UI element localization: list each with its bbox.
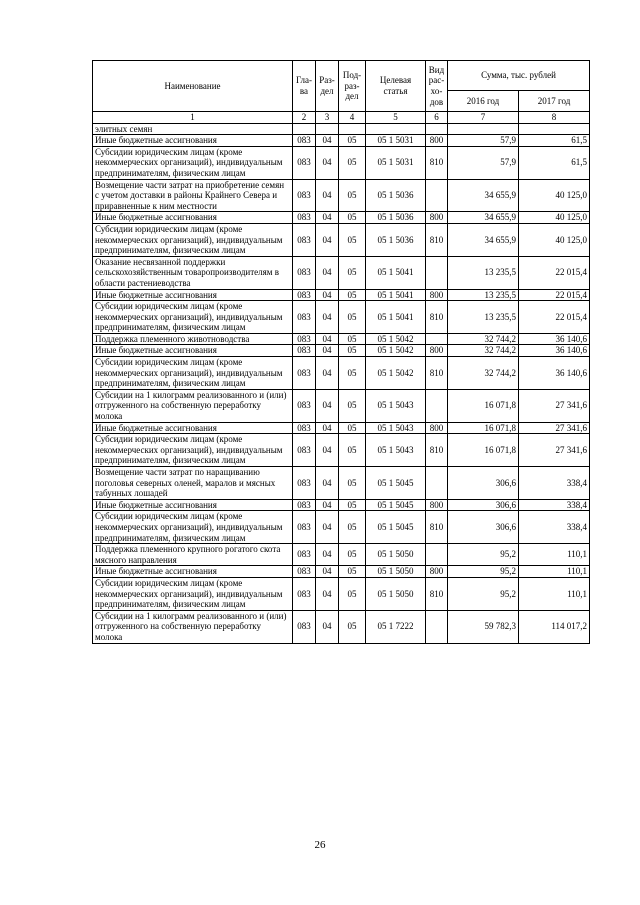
table-row [93, 434, 590, 467]
row-name: Поддержка племенного крупного рогатого скота мясного направления [93, 544, 293, 566]
row-vid [426, 544, 448, 566]
row-razdel: 04 [316, 179, 339, 212]
row-sum-2016 [448, 123, 519, 135]
row-sum-2017: 40 125,0 [519, 223, 590, 256]
row-sum-2016: 57,9 [448, 146, 519, 179]
row-name: Субсидии на 1 килограмм реализованного и (или) отгруженного на собственную переработку молока [93, 389, 293, 422]
row-sum-2016: 16 071,8 [448, 422, 519, 434]
row-razdel: 04 [316, 212, 339, 224]
row-glava: 083 [293, 345, 316, 357]
row-glava: 083 [293, 301, 316, 334]
row-target: 05 1 5036 [366, 223, 426, 256]
row-podrazdel: 05 [339, 223, 366, 256]
table-row [93, 301, 590, 334]
row-vid: 800 [426, 566, 448, 578]
table-row [93, 345, 590, 357]
row-glava [293, 123, 316, 135]
table-row [93, 544, 590, 566]
row-podrazdel: 05 [339, 333, 366, 345]
row-podrazdel: 05 [339, 577, 366, 610]
row-podrazdel: 05 [339, 135, 366, 147]
row-podrazdel: 05 [339, 610, 366, 643]
row-vid [426, 389, 448, 422]
row-glava: 083 [293, 357, 316, 390]
row-sum-2016: 95,2 [448, 577, 519, 610]
row-glava: 083 [293, 566, 316, 578]
row-target: 05 1 7222 [366, 610, 426, 643]
row-target [366, 123, 426, 135]
row-razdel: 04 [316, 467, 339, 500]
row-name: Поддержка племенного животноводства [93, 333, 293, 345]
row-target: 05 1 5045 [366, 511, 426, 544]
row-vid: 810 [426, 301, 448, 334]
row-sum-2016: 13 235,5 [448, 256, 519, 289]
row-glava: 083 [293, 511, 316, 544]
col-number: 5 [366, 112, 426, 124]
row-glava: 083 [293, 179, 316, 212]
row-vid: 810 [426, 511, 448, 544]
row-razdel: 04 [316, 434, 339, 467]
row-sum-2017: 22 015,4 [519, 256, 590, 289]
row-vid [426, 610, 448, 643]
row-target: 05 1 5031 [366, 146, 426, 179]
table-row [93, 256, 590, 289]
row-razdel: 04 [316, 511, 339, 544]
table-row [93, 577, 590, 610]
row-name: Субсидии юридическим лицам (кроме некоммерческих организаций), индивидуальным предпринимателям, физическим лицам [93, 434, 293, 467]
row-name: Субсидии юридическим лицам (кроме некоммерческих организаций), индивидуальным предпринимателям, физическим лицам [93, 511, 293, 544]
row-sum-2017: 40 125,0 [519, 179, 590, 212]
row-podrazdel: 05 [339, 212, 366, 224]
row-name: Субсидии на 1 килограмм реализованного и (или) отгруженного на собственную переработку молока [93, 610, 293, 643]
row-target: 05 1 5031 [366, 135, 426, 147]
row-target: 05 1 5043 [366, 434, 426, 467]
table-row [93, 566, 590, 578]
row-vid [426, 256, 448, 289]
col-number: 7 [448, 112, 519, 124]
row-sum-2017: 114 017,2 [519, 610, 590, 643]
row-podrazdel [339, 123, 366, 135]
row-name: Иные бюджетные ассигнования [93, 135, 293, 147]
row-vid: 800 [426, 499, 448, 511]
col-number: 8 [519, 112, 590, 124]
row-podrazdel: 05 [339, 499, 366, 511]
row-glava: 083 [293, 499, 316, 511]
table-body [93, 123, 590, 643]
row-glava: 083 [293, 434, 316, 467]
table-row [93, 123, 590, 135]
row-vid: 800 [426, 212, 448, 224]
row-vid [426, 333, 448, 345]
row-glava: 083 [293, 146, 316, 179]
row-name: Субсидии юридическим лицам (кроме некоммерческих организаций), индивидуальным предпринимателям, физическим лицам [93, 577, 293, 610]
col-number: 2 [293, 112, 316, 124]
row-razdel: 04 [316, 301, 339, 334]
row-glava: 083 [293, 389, 316, 422]
row-podrazdel: 05 [339, 544, 366, 566]
row-sum-2017: 61,5 [519, 135, 590, 147]
row-glava: 083 [293, 256, 316, 289]
row-podrazdel: 05 [339, 422, 366, 434]
row-glava: 083 [293, 135, 316, 147]
row-podrazdel: 05 [339, 345, 366, 357]
col-number: 4 [339, 112, 366, 124]
row-glava: 083 [293, 223, 316, 256]
row-podrazdel: 05 [339, 566, 366, 578]
table-row [93, 223, 590, 256]
table-row [93, 212, 590, 224]
table-row [93, 357, 590, 390]
row-sum-2017: 22 015,4 [519, 289, 590, 301]
row-glava: 083 [293, 610, 316, 643]
row-sum-2016: 13 235,5 [448, 289, 519, 301]
row-sum-2017: 27 341,6 [519, 389, 590, 422]
row-name: Иные бюджетные ассигнования [93, 289, 293, 301]
row-sum-2016: 34 655,9 [448, 212, 519, 224]
table-row [93, 422, 590, 434]
row-podrazdel: 05 [339, 146, 366, 179]
row-podrazdel: 05 [339, 289, 366, 301]
row-sum-2016: 34 655,9 [448, 223, 519, 256]
row-sum-2016: 95,2 [448, 544, 519, 566]
row-name: Иные бюджетные ассигнования [93, 499, 293, 511]
row-sum-2017: 40 125,0 [519, 212, 590, 224]
row-razdel: 04 [316, 135, 339, 147]
row-podrazdel: 05 [339, 179, 366, 212]
row-razdel: 04 [316, 223, 339, 256]
col-number: 1 [93, 112, 293, 124]
row-name: Иные бюджетные ассигнования [93, 212, 293, 224]
row-target: 05 1 5043 [366, 389, 426, 422]
header-glava: Гла- ва [293, 61, 316, 112]
row-podrazdel: 05 [339, 301, 366, 334]
row-name: Субсидии юридическим лицам (кроме некоммерческих организаций), индивидуальным предпринимателям, физическим лицам [93, 146, 293, 179]
row-glava: 083 [293, 333, 316, 345]
header-target: Целевая статья [366, 61, 426, 112]
row-glava: 083 [293, 577, 316, 610]
row-sum-2016: 16 071,8 [448, 434, 519, 467]
col-number: 6 [426, 112, 448, 124]
row-vid: 810 [426, 223, 448, 256]
table-row [93, 467, 590, 500]
budget-table [92, 60, 590, 644]
row-razdel: 04 [316, 357, 339, 390]
row-podrazdel: 05 [339, 256, 366, 289]
row-vid: 810 [426, 146, 448, 179]
row-name: Оказание несвязанной поддержки сельскохозяйственным товаропроизводителям в области растениеводства [93, 256, 293, 289]
row-glava: 083 [293, 422, 316, 434]
row-target: 05 1 5050 [366, 566, 426, 578]
column-numbers-row [93, 112, 590, 124]
row-sum-2017: 338,4 [519, 499, 590, 511]
header-razdel: Раз- дел [316, 61, 339, 112]
row-name: Иные бюджетные ассигнования [93, 345, 293, 357]
row-sum-2016: 57,9 [448, 135, 519, 147]
row-podrazdel: 05 [339, 434, 366, 467]
table-row [93, 179, 590, 212]
row-name: Возмещение части затрат на приобретение семян с учетом доставки в районы Крайнего Севера и приравненные к ним местности [93, 179, 293, 212]
row-sum-2016: 59 782,3 [448, 610, 519, 643]
col-number: 3 [316, 112, 339, 124]
row-sum-2016: 95,2 [448, 566, 519, 578]
row-target: 05 1 5043 [366, 422, 426, 434]
table-row [93, 499, 590, 511]
row-name: Возмещение части затрат по наращиванию поголовья северных оленей, маралов и мясных табунных лошадей [93, 467, 293, 500]
row-sum-2017: 338,4 [519, 511, 590, 544]
row-vid: 800 [426, 345, 448, 357]
row-sum-2017: 61,5 [519, 146, 590, 179]
row-sum-2017: 36 140,6 [519, 357, 590, 390]
row-razdel: 04 [316, 289, 339, 301]
table-row [93, 511, 590, 544]
row-target: 05 1 5045 [366, 467, 426, 500]
row-razdel: 04 [316, 610, 339, 643]
row-target: 05 1 5050 [366, 544, 426, 566]
row-name: Иные бюджетные ассигнования [93, 566, 293, 578]
row-sum-2017: 36 140,6 [519, 345, 590, 357]
row-sum-2016: 13 235,5 [448, 301, 519, 334]
row-sum-2017: 27 341,6 [519, 434, 590, 467]
row-sum-2017: 338,4 [519, 467, 590, 500]
row-glava: 083 [293, 289, 316, 301]
row-sum-2017: 110,1 [519, 577, 590, 610]
row-razdel: 04 [316, 566, 339, 578]
row-name: Субсидии юридическим лицам (кроме некоммерческих организаций), индивидуальным предпринимателям, физическим лицам [93, 301, 293, 334]
row-glava: 083 [293, 212, 316, 224]
row-vid: 800 [426, 422, 448, 434]
row-target: 05 1 5042 [366, 357, 426, 390]
row-target: 05 1 5041 [366, 289, 426, 301]
table-row [93, 146, 590, 179]
row-name: элитных семян [93, 123, 293, 135]
row-vid [426, 123, 448, 135]
row-podrazdel: 05 [339, 389, 366, 422]
table-row [93, 289, 590, 301]
row-glava: 083 [293, 544, 316, 566]
table-row [93, 389, 590, 422]
row-vid: 810 [426, 357, 448, 390]
row-sum-2016: 16 071,8 [448, 389, 519, 422]
header-2017: 2017 год [519, 91, 590, 112]
row-sum-2016: 306,6 [448, 499, 519, 511]
row-vid: 800 [426, 289, 448, 301]
row-sum-2016: 32 744,2 [448, 345, 519, 357]
row-sum-2016: 34 655,9 [448, 179, 519, 212]
row-vid: 810 [426, 434, 448, 467]
row-sum-2016: 306,6 [448, 467, 519, 500]
row-target: 05 1 5042 [366, 345, 426, 357]
row-sum-2017: 110,1 [519, 544, 590, 566]
row-podrazdel: 05 [339, 511, 366, 544]
row-name: Иные бюджетные ассигнования [93, 422, 293, 434]
row-vid [426, 467, 448, 500]
row-razdel: 04 [316, 499, 339, 511]
row-target: 05 1 5036 [366, 212, 426, 224]
row-sum-2016: 306,6 [448, 511, 519, 544]
row-vid: 810 [426, 577, 448, 610]
row-podrazdel: 05 [339, 467, 366, 500]
row-razdel: 04 [316, 389, 339, 422]
table-row [93, 333, 590, 345]
row-sum-2017: 36 140,6 [519, 333, 590, 345]
row-sum-2017: 22 015,4 [519, 301, 590, 334]
table-row [93, 135, 590, 147]
row-vid: 800 [426, 135, 448, 147]
row-razdel: 04 [316, 422, 339, 434]
page-number: 26 [314, 839, 326, 851]
row-vid [426, 179, 448, 212]
row-target: 05 1 5036 [366, 179, 426, 212]
row-target: 05 1 5050 [366, 577, 426, 610]
table-row [93, 610, 590, 643]
row-razdel: 04 [316, 345, 339, 357]
header-name: Наименование [93, 61, 293, 112]
header-podrazdel: Под- раз- дел [339, 61, 366, 112]
row-razdel: 04 [316, 146, 339, 179]
row-sum-2017: 27 341,6 [519, 422, 590, 434]
row-target: 05 1 5045 [366, 499, 426, 511]
row-razdel: 04 [316, 544, 339, 566]
row-podrazdel: 05 [339, 357, 366, 390]
row-name: Субсидии юридическим лицам (кроме некоммерческих организаций), индивидуальным предпринимателям, физическим лицам [93, 357, 293, 390]
row-sum-2016: 32 744,2 [448, 357, 519, 390]
row-razdel: 04 [316, 333, 339, 345]
row-sum-2017: 110,1 [519, 566, 590, 578]
header-sum: Сумма, тыс. рублей [448, 61, 590, 91]
header-vid: Вид рас- хо- дов [426, 61, 448, 112]
row-sum-2017 [519, 123, 590, 135]
row-name: Субсидии юридическим лицам (кроме некоммерческих организаций), индивидуальным предпринимателям, физическим лицам [93, 223, 293, 256]
header-2016: 2016 год [448, 91, 519, 112]
row-target: 05 1 5041 [366, 301, 426, 334]
row-target: 05 1 5042 [366, 333, 426, 345]
row-target: 05 1 5041 [366, 256, 426, 289]
row-razdel [316, 123, 339, 135]
row-razdel: 04 [316, 256, 339, 289]
row-glava: 083 [293, 467, 316, 500]
row-razdel: 04 [316, 577, 339, 610]
row-sum-2016: 32 744,2 [448, 333, 519, 345]
